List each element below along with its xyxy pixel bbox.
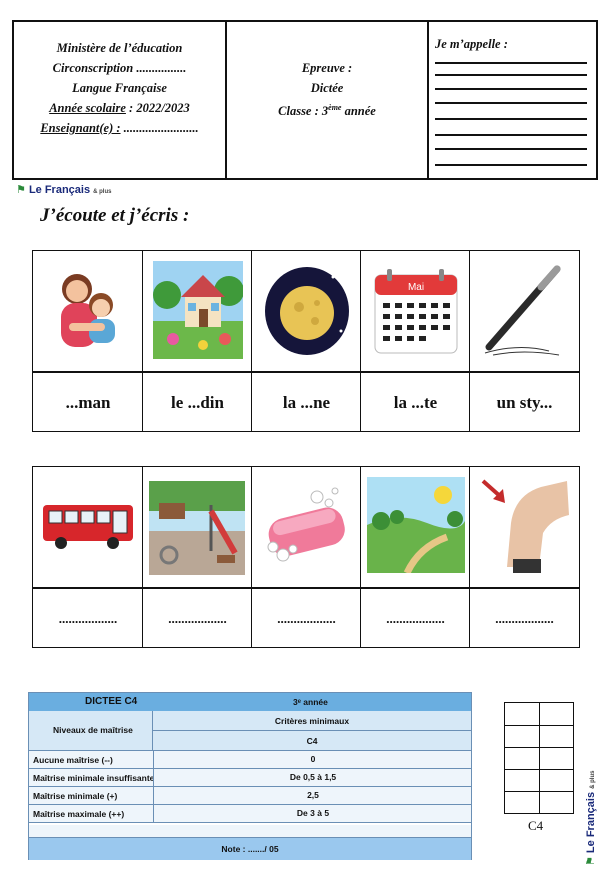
classe-prefix: Classe : 3 (278, 104, 329, 119)
name-line[interactable] (435, 102, 587, 104)
epreuve-label: Epreuve : (301, 61, 353, 75)
criterion-header: C4 (153, 731, 471, 751)
note-row[interactable] (29, 837, 471, 860)
playground-icon (149, 481, 245, 575)
logo-mark-icon: ⚑ (16, 184, 26, 196)
word-prompt: la ...te (393, 393, 438, 412)
school-year-value: : 2022/2023 (125, 101, 190, 115)
exam-info-cell (227, 22, 429, 178)
value-cell: De 3 à 5 (153, 805, 472, 822)
moon-icon (263, 265, 351, 357)
section-title: J’écoute et j’écris : (40, 205, 190, 226)
word-prompt: un sty... (496, 393, 553, 412)
score-label: C4 (528, 818, 544, 833)
school-info-cell (14, 22, 227, 178)
bus-icon (41, 499, 135, 551)
name-line[interactable] (435, 118, 587, 120)
logo-small-text: & plus (590, 770, 596, 789)
word-prompt: la ...ne (282, 393, 331, 412)
table-title: DICTEE C4 (85, 696, 138, 707)
mother-child-icon (47, 263, 129, 359)
value-cell: 2,5 (153, 787, 472, 804)
school-year (14, 98, 225, 118)
logo-text: Le Français (28, 184, 91, 196)
student-name-cell (429, 22, 596, 178)
answer-field[interactable]: .................. (277, 611, 336, 626)
house-garden-icon (153, 261, 243, 359)
level-cell: Maîtrise minimale (+) (33, 791, 118, 801)
name-line[interactable] (435, 74, 587, 76)
teacher-label: Enseignant(e) : (40, 121, 121, 135)
column-header-criteria: Critères minimaux (153, 711, 471, 731)
school-year-label: Année scolaire (49, 101, 126, 115)
brand-logo-vertical (584, 771, 597, 866)
dictee-label: Dictée (310, 81, 344, 95)
score-grid (504, 702, 574, 814)
name-line[interactable] (435, 164, 587, 166)
level-cell: Aucune maîtrise (--) (33, 755, 113, 765)
evaluation-table (28, 692, 472, 860)
levels-label: Niveaux de maîtrise (53, 725, 133, 735)
word-prompt: le ...din (171, 393, 224, 412)
classe-suffix: année (341, 104, 376, 119)
brand-logo (16, 183, 111, 196)
landscape-icon (367, 477, 465, 573)
answer-field[interactable]: .................. (386, 611, 445, 626)
level-cell: Maîtrise maximale (++) (33, 809, 125, 819)
note-label: Note : ......./ 05 (221, 844, 279, 854)
table-title-row (29, 693, 471, 712)
name-line[interactable] (435, 62, 587, 64)
table-row (29, 769, 471, 787)
logo-small-text: & plus (93, 189, 112, 195)
pen-icon (479, 263, 567, 359)
table-row (29, 805, 471, 823)
name-line[interactable] (435, 134, 587, 136)
classe-label (227, 98, 427, 121)
answer-field[interactable]: .................. (168, 611, 227, 626)
name-line[interactable] (435, 88, 587, 90)
table-row (29, 787, 471, 805)
dictation-grid-1 (32, 250, 580, 432)
knee-icon (477, 475, 571, 575)
answer-field[interactable]: .................. (58, 611, 118, 626)
name-label: Je m’appelle : (435, 37, 508, 51)
teacher-field (14, 118, 225, 138)
ministry-label: Ministère de l’éducation (56, 41, 183, 55)
value-cell: De 0,5 à 1,5 (153, 769, 472, 786)
header-box (12, 20, 598, 180)
value-cell: 0 (153, 751, 472, 768)
teacher-dots: ........................ (120, 121, 199, 135)
answer-field[interactable]: .................. (495, 611, 554, 626)
soap-icon (259, 483, 353, 571)
table-grade: 3ᵉ année (293, 697, 328, 707)
column-header-levels (29, 711, 153, 751)
circonscription-label: Circonscription ................ (52, 61, 187, 75)
calendar-month: Mai (407, 282, 425, 293)
logo-mark-icon: ⚑ (585, 856, 597, 866)
word-prompt: ...man (65, 393, 111, 412)
subject-label: Langue Française (72, 81, 167, 95)
classe-sup: ème (328, 103, 342, 112)
name-line[interactable] (435, 148, 587, 150)
dictation-grid-2 (32, 466, 580, 648)
logo-text: Le Français (585, 791, 597, 854)
level-cell: Maîtrise minimale insuffisante (33, 773, 155, 783)
calendar-icon (373, 269, 459, 355)
table-gap (29, 823, 471, 825)
table-row (29, 751, 471, 769)
